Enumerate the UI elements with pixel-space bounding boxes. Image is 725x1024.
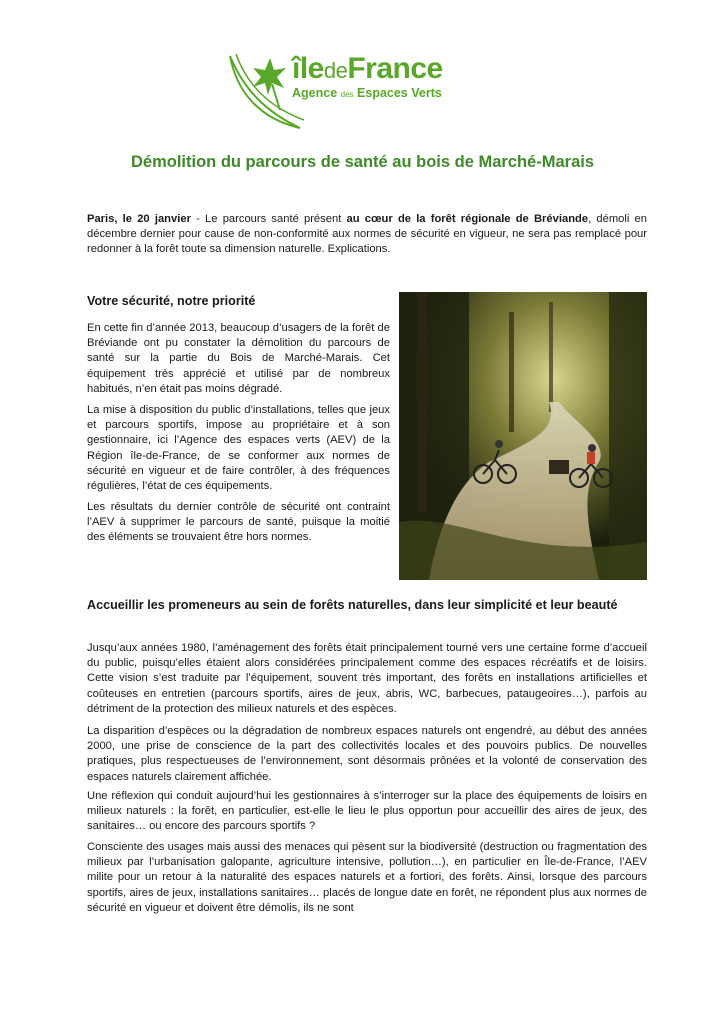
section1-paragraph-1: En cette fin d’année 2013, beaucoup d’usagers de la forêt de Bréviande ont pu constater la démolition du parcours de santé sur la partie du Bois de Marché-Marais. Cet équipement très apprécié et utilisé par de nombreux habitués, n’en était pas moins dégradé.	[87, 322, 390, 395]
intro-paragraph: Paris, le 20 janvier - Le parcours santé présent au cœur de la forêt régionale de Bréviande, démoli en décembre dernier pour cause de non-conformité aux normes de sécurité en vigueur, ne sera pas remplacé pour redonner à la forêt toute sa dimension naturelle. Explications.	[87, 213, 647, 256]
intro-dateline: Paris, le 20 janvier	[87, 213, 191, 225]
section2-paragraph-3: Une réflexion qui conduit aujourd’hui les gestionnaires à s’interroger sur la place des équipements de loisirs en milieux naturels : la forêt, en particulier, est-elle le lieu le plus opportun pour accueillir des aires de jeux, des sanitaires… ou encore des parcours sportifs ?	[87, 790, 647, 833]
document-title: Démolition du parcours de santé au bois de Marché-Marais	[130, 153, 595, 171]
intro-highlight: au cœur de la forêt régionale de Bréviande	[346, 213, 589, 225]
section1-paragraph-2: La mise à disposition du public d’installations, telles que jeux et parcours sportifs, impose au propriétaire et à son gestionnaire, ici l’Agence des espaces verts (AEV) de la Région île-de-France, de se conformer aux normes de sécurité en vigueur et de faire contrôler, à des fréquences régulières, l’état de ces équipements.	[87, 404, 390, 493]
section-heading-security: Votre sécurité, notre priorité	[87, 294, 256, 308]
logo-name: îledeFrance	[292, 52, 443, 85]
forest-cyclists-photo	[399, 292, 647, 580]
section-heading-natural-forests: Accueillir les promeneurs au sein de forêts naturelles, dans leur simplicité et leur beauté	[87, 598, 618, 612]
section2-paragraph-2: La disparition d’espèces ou la dégradation de nombreux espaces naturels ont engendré, au début des années 2000, une prise de conscience de la part des collectivités locales et des pouvoirs publics. De nouvelles pratiques, plus respectueuses de l’environnement, sont désormais prônées et la volonté de conservation des espaces naturels clairement affichée.	[87, 725, 647, 783]
logo-subtitle: Agence des Espaces Verts	[292, 86, 442, 100]
agency-logo	[226, 48, 476, 132]
section2-paragraph-1: Jusqu’aux années 1980, l’aménagement des forêts était principalement tourné vers une certaine forme d’accueil du public, puisqu’elles étaient alors considérées principalement comme des espaces récréatifs et de loisirs. Cette vision s’est traduite par l’équipement, souvent très important, des forêts en installations artificielles et coûteuses en entretien (parcours sportifs, aires de jeux, abris, WC, barbecues, pataugeoires…), parfois au détriment de la protection des milieux naturels et des espèces.	[87, 642, 647, 715]
section2-paragraph-4: Consciente des usages mais aussi des menaces qui pèsent sur la biodiversité (destruction ou fragmentation des milieux par l’urbanisation galopante, agriculture intensive, pollution…), en particulier en Île-de-France, l’AEV milite pour un retour à la naturalité des espaces naturels et a fortiori, des forêts. Ainsi, lorsque des parcours sportifs, aires de jeux, installations sanitaires… placés de longue date en forêt, ne répondent plus aux normes de sécurité en vigueur et doivent être démolis, ils ne sont	[87, 841, 647, 914]
section1-paragraph-3: Les résultats du dernier contrôle de sécurité ont contraint l’AEV à supprimer le parcours de santé, puisque la moitié des éléments se trouvaient être hors normes.	[87, 501, 390, 544]
